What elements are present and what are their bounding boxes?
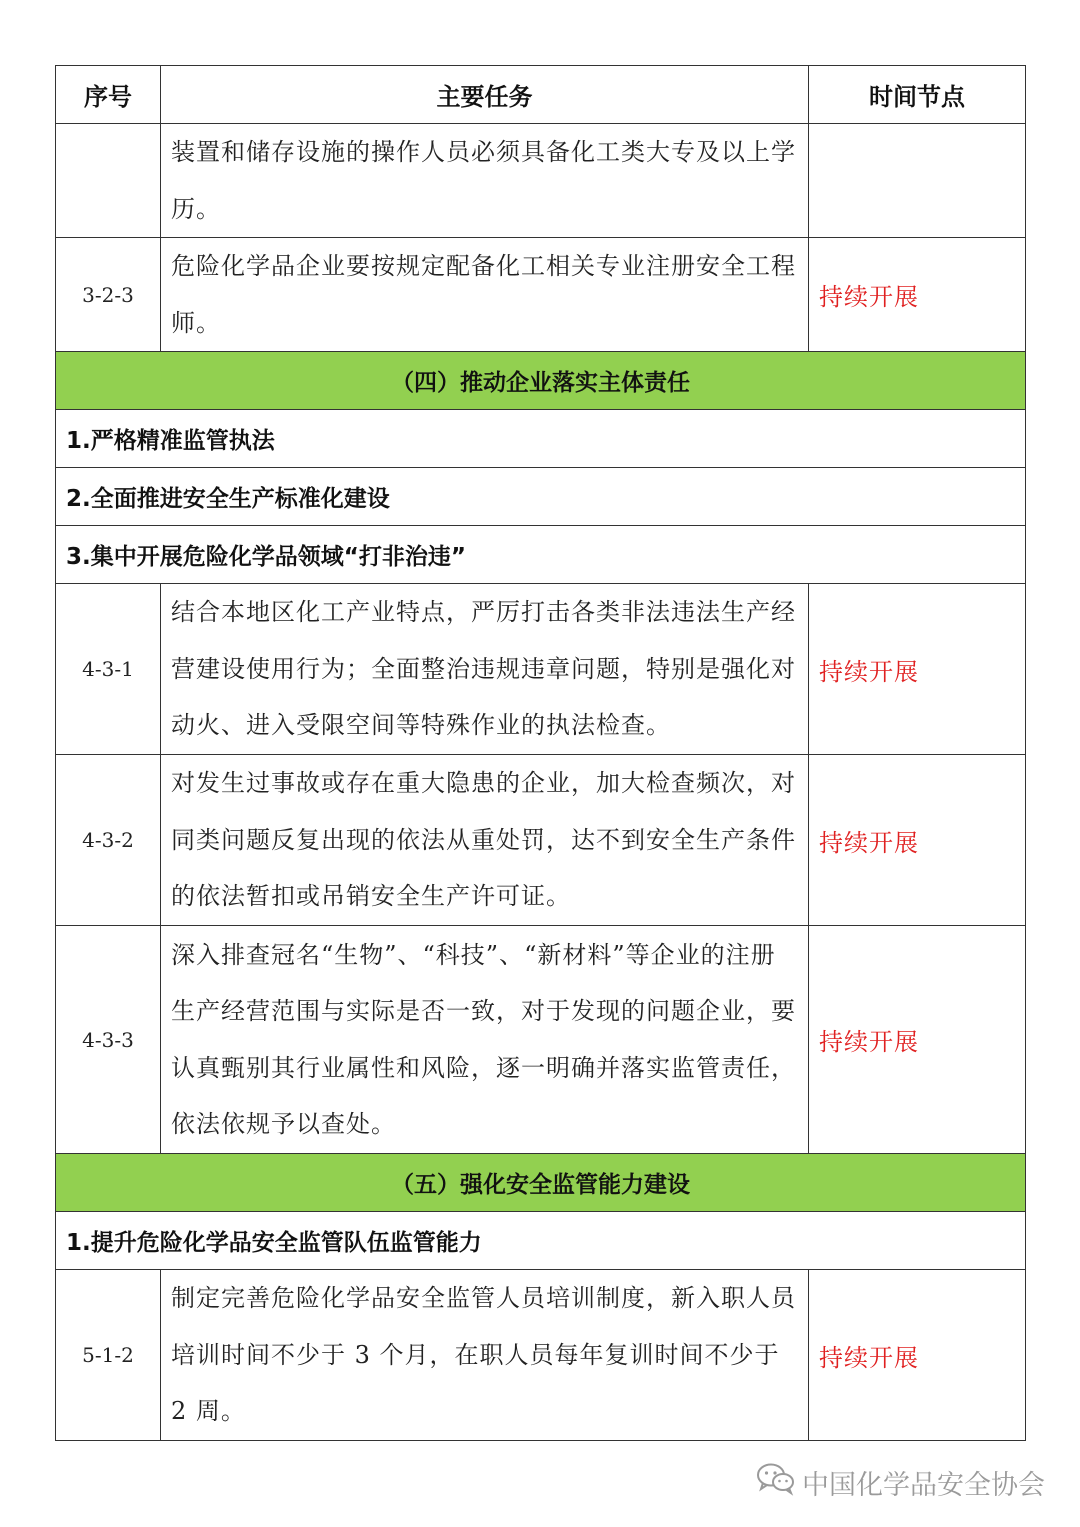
row-time: 持续开展	[809, 238, 1026, 352]
row-task: 深入排查冠名“生物”、“科技”、“新材料”等企业的注册生产经营范围与实际是否一致，对于发现的问题企业，要认真甄别其行业属性和风险，逐一明确并落实监管责任，依法依规予以查处。	[161, 926, 809, 1154]
subsection-title: 1.严格精准监管执法	[56, 410, 1026, 468]
subsection-row	[56, 468, 1026, 526]
row-task: 对发生过事故或存在重大隐患的企业，加大检查频次，对同类问题反复出现的依法从重处罚，达不到安全生产条件的依法暂扣或吊销安全生产许可证。	[161, 755, 809, 926]
row-task: 结合本地区化工产业特点，严厉打击各类非法违法生产经营建设使用行为；全面整治违规违章问题，特别是强化对动火、进入受限空间等特殊作业的执法检查。	[161, 584, 809, 755]
table-row	[56, 584, 1026, 755]
row-task: 装置和储存设施的操作人员必须具备化工类大专及以上学历。	[161, 124, 809, 238]
table-row	[56, 755, 1026, 926]
row-num	[56, 124, 161, 238]
section-title: （四）推动企业落实主体责任	[56, 352, 1026, 410]
header-num: 序号	[56, 66, 161, 124]
section-title: （五）强化安全监管能力建设	[56, 1154, 1026, 1212]
row-time	[809, 124, 1026, 238]
subsection-row	[56, 1212, 1026, 1270]
table-row	[56, 238, 1026, 352]
table-row	[56, 926, 1026, 1154]
subsection-title: 2.全面推进安全生产标准化建设	[56, 468, 1026, 526]
watermark-text: 中国化学品安全协会	[802, 1470, 1045, 1501]
section-row	[56, 1154, 1026, 1212]
wechat-icon	[756, 1462, 796, 1503]
row-task: 危险化学品企业要按规定配备化工相关专业注册安全工程师。	[161, 238, 809, 352]
row-time: 持续开展	[809, 584, 1026, 755]
watermark	[756, 1462, 1045, 1503]
subsection-row	[56, 526, 1026, 584]
row-time: 持续开展	[809, 1270, 1026, 1441]
subsection-row	[56, 410, 1026, 468]
header-task: 主要任务	[161, 66, 809, 124]
table-row	[56, 1270, 1026, 1441]
table-row	[56, 124, 1026, 238]
row-num: 4-3-3	[56, 926, 161, 1154]
header-row	[56, 66, 1026, 124]
row-num: 5-1-2	[56, 1270, 161, 1441]
row-time: 持续开展	[809, 755, 1026, 926]
row-num: 3-2-3	[56, 238, 161, 352]
section-row	[56, 352, 1026, 410]
row-task: 制定完善危险化学品安全监管人员培训制度，新入职人员培训时间不少于 3 个月，在职人员每年复训时间不少于 2 周。	[161, 1270, 809, 1441]
row-num: 4-3-1	[56, 584, 161, 755]
row-num: 4-3-2	[56, 755, 161, 926]
subsection-title: 3.集中开展危险化学品领域“打非治违”	[56, 526, 1026, 584]
row-time: 持续开展	[809, 926, 1026, 1154]
header-time: 时间节点	[809, 66, 1026, 124]
task-table	[55, 65, 1026, 1441]
subsection-title: 1.提升危险化学品安全监管队伍监管能力	[56, 1212, 1026, 1270]
